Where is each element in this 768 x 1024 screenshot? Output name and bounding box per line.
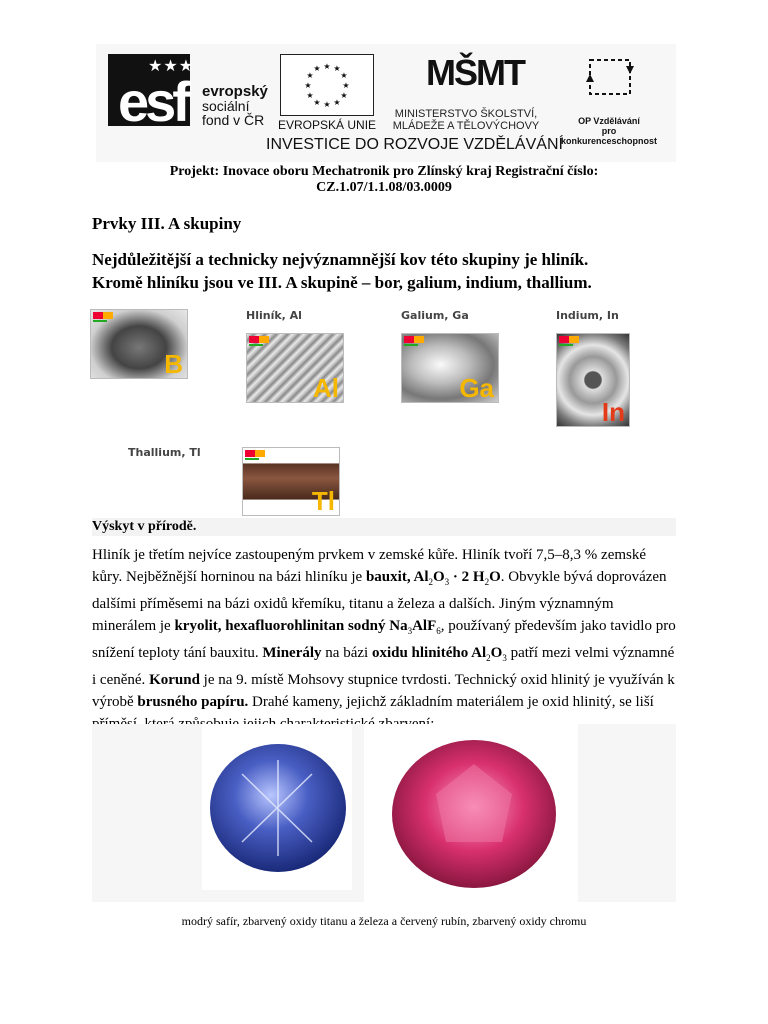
bold-run: Korund	[149, 672, 200, 688]
text-run: na bázi	[321, 645, 372, 661]
text-run: , používaný především jako tavidlo pro snížení teploty tání bauxitu.	[92, 618, 676, 661]
esf-line-3: fond v ČR	[202, 112, 265, 128]
svg-text:★: ★	[340, 71, 348, 80]
investice-tagline: INVESTICE DO ROZVOJE VZDĚLÁVÁNÍ	[266, 136, 563, 153]
text-run: Drahé kameny, jejichž základním materiálem je oxid hlinitý, se liší	[252, 694, 654, 710]
aluminium-symbol: Al	[313, 373, 339, 403]
element-badge-icon	[249, 336, 269, 343]
text-run: patří mezi velmi významné i ceněné.	[92, 645, 675, 688]
boron-symbol: B	[164, 349, 183, 379]
esf-logo-text: esf	[118, 70, 187, 133]
indium-image	[556, 333, 630, 427]
aluminium-image	[246, 333, 344, 403]
element-badge-icon	[93, 312, 113, 319]
subscript: 2	[486, 653, 491, 663]
subscript: 3	[444, 577, 450, 587]
thallium-label: Thallium, Tl	[128, 446, 201, 459]
op-line-1: OP Vzdělávání	[578, 116, 640, 126]
msmt-line-1: MINISTERSTVO ŠKOLSTVÍ,	[394, 108, 538, 120]
project-line-1: Projekt: Inovace oboru Mechatronik pro Zlínský kraj Registrační číslo:	[169, 164, 599, 179]
element-badge-icon	[245, 450, 265, 457]
element-badge-icon	[559, 336, 579, 343]
thallium-image	[242, 447, 340, 516]
esf-logo	[108, 54, 195, 133]
svg-text:★: ★	[323, 62, 331, 71]
bold-run: O	[490, 645, 503, 661]
subscript: 2	[484, 577, 490, 587]
esf-stars-icon: ★★★	[148, 58, 195, 75]
msmt-caption	[382, 108, 550, 132]
svg-text:★: ★	[306, 91, 314, 100]
svg-text:★: ★	[340, 91, 348, 100]
svg-text:★: ★	[304, 81, 312, 90]
gems-caption: modrý safír, zbarvený oxidy titanu a železa a červený rubín, zbarvený oxidy chromu	[181, 914, 587, 928]
bold-run: · 2 H	[449, 569, 485, 585]
bold-run: Minerály	[262, 645, 322, 661]
subscript: 3	[502, 653, 507, 663]
esf-caption	[202, 84, 268, 127]
subscript: 6	[436, 626, 441, 636]
intro-text	[92, 248, 672, 294]
svg-text:★: ★	[333, 64, 341, 73]
bold-run: brusného papíru.	[137, 694, 249, 710]
msmt-logo: MŠMT	[426, 52, 524, 93]
bold-run: O	[489, 569, 501, 585]
bold-run: oxidu hlinitého Al	[371, 645, 487, 661]
subscript: 3	[407, 626, 413, 636]
subscript: 2	[428, 577, 433, 587]
esf-line-2: sociální	[202, 98, 250, 114]
bold-run: AlF	[412, 618, 437, 634]
header-logo-banner	[96, 44, 676, 162]
svg-text:★: ★	[306, 71, 314, 80]
bold-run: kryolit, hexafluorohlinitan sodný Na	[174, 618, 408, 634]
section-title: Výskyt v přírodě.	[92, 519, 197, 534]
text-run: Hliník je třetím nejvíce zastoupeným prvkem v zemské kůře. Hliník tvoří 7,5–8,3 % zemské kůry. Nejběžnější horninou na bázi hliníku je	[92, 547, 647, 585]
element-badge-icon	[404, 336, 424, 343]
text-run: . Obvykle bývá doprovázen dalšími příměsemi na bázi oxidů křemíku, titanu a železa a dalších. Jiným významným minerálem je	[92, 569, 667, 634]
esf-line-1: evropský	[202, 83, 268, 100]
thallium-symbol: Tl	[311, 486, 335, 516]
occurrence-paragraph	[92, 544, 676, 735]
indium-symbol: In	[601, 397, 625, 427]
svg-text:★: ★	[313, 98, 321, 107]
gemstones-photo	[92, 724, 676, 902]
page-title: Prvky III. A skupiny	[92, 214, 242, 233]
project-info	[96, 164, 672, 196]
svg-text:★: ★	[333, 98, 341, 107]
indium-label: Indium, In	[556, 309, 619, 322]
svg-text:★: ★	[313, 64, 321, 73]
op-caption	[554, 116, 664, 146]
svg-text:★: ★	[342, 81, 350, 90]
msmt-line-2: MLÁDEŽE A TĚLOVÝCHOVY	[392, 120, 540, 132]
svg-text:★: ★	[323, 100, 331, 109]
aluminium-label: Hliník, Al	[246, 309, 302, 322]
gallium-label: Galium, Ga	[401, 309, 469, 322]
intro-line-2: Kromě hliníku jsou ve III. A skupině – bor, galium, indium, thallium.	[92, 273, 592, 292]
text-run: je na 9. místě Mohsovy stupnice tvrdosti. Technický oxid hlinitý je využíván k výrobě	[92, 672, 675, 710]
op-logo-icon	[580, 52, 640, 104]
op-line-2: pro konkurenceschopnost	[560, 126, 658, 146]
boron-image	[90, 309, 188, 379]
project-line-2: CZ.1.07/1.1.08/03.0009	[316, 180, 452, 195]
intro-line-1: Nejdůležitější a technicky nejvýznamnější kov této skupiny je hliník.	[92, 250, 589, 269]
eu-flag-icon	[280, 54, 374, 116]
gallium-image	[401, 333, 499, 403]
bold-run: O	[433, 569, 445, 585]
bold-run: bauxit, Al	[365, 569, 429, 585]
eu-label: EVROPSKÁ UNIE	[278, 118, 377, 132]
gallium-symbol: Ga	[459, 373, 494, 403]
